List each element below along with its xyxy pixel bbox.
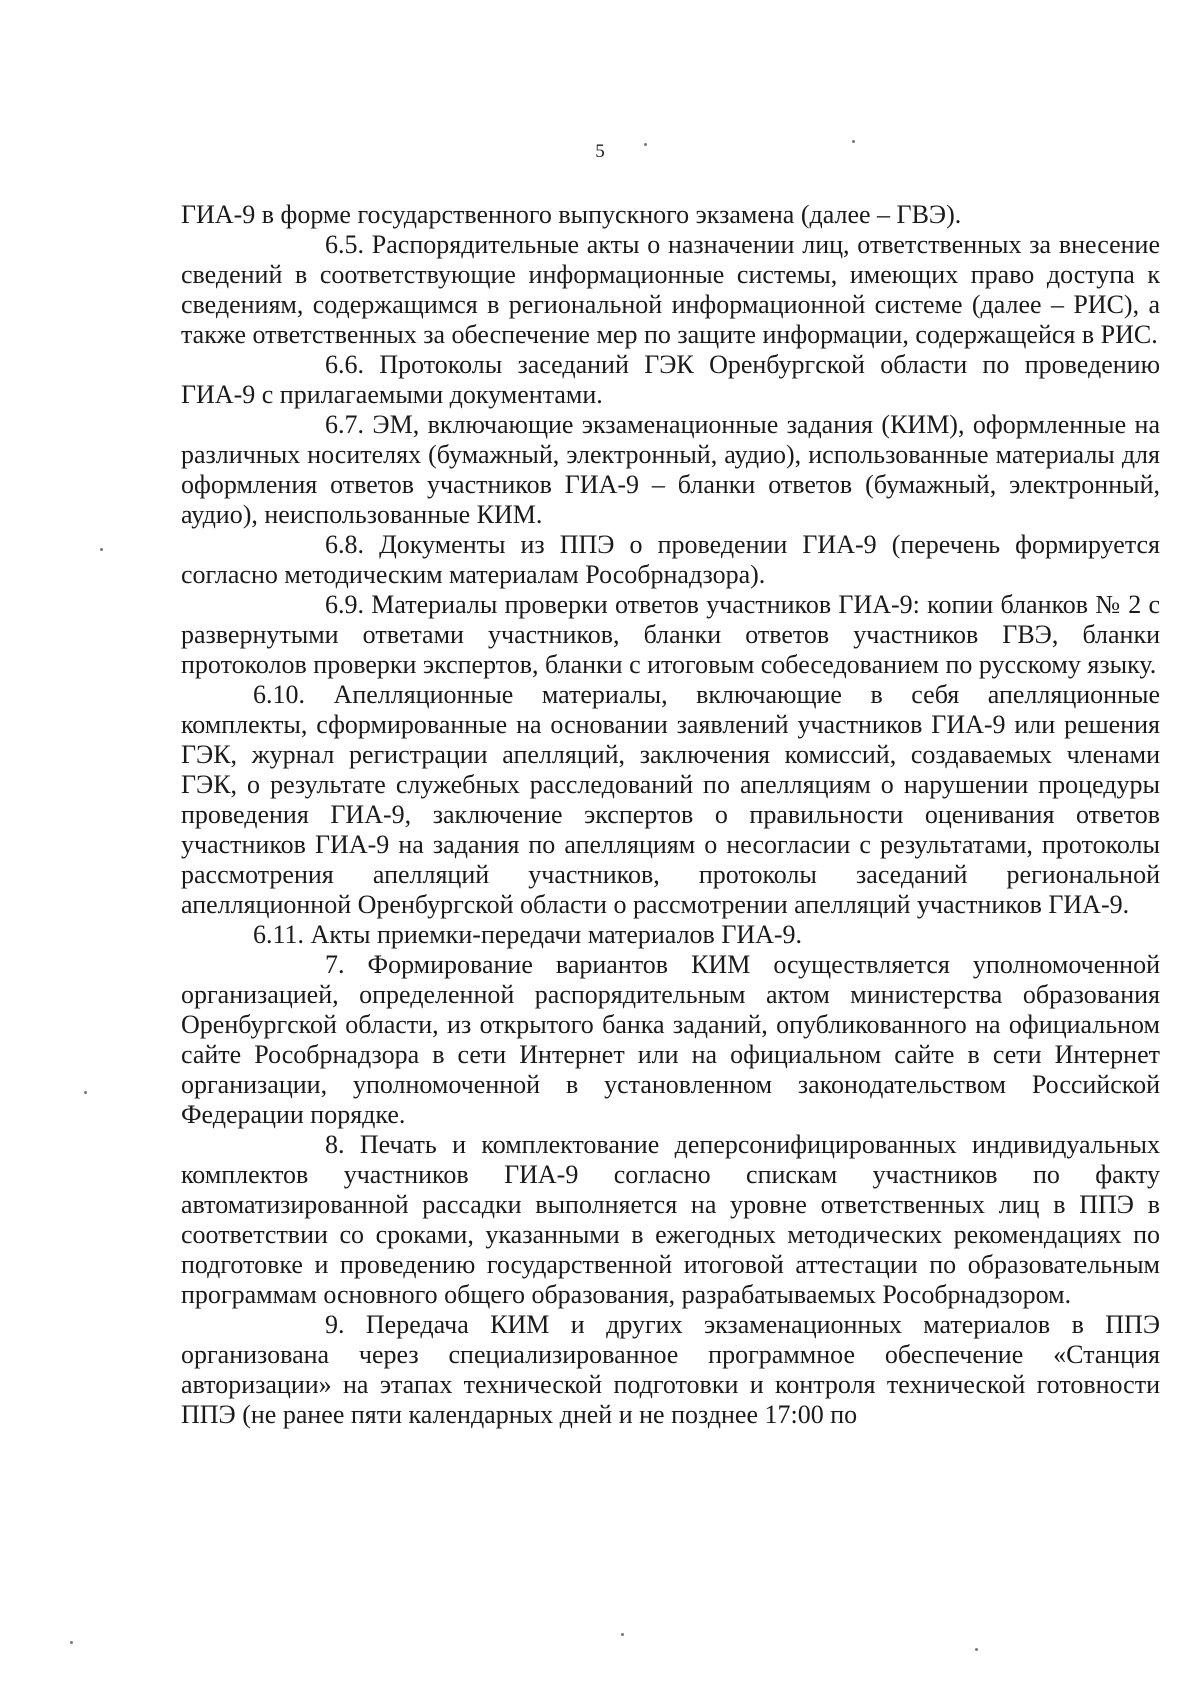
- paragraph-number: 6.11.: [253, 920, 305, 949]
- paragraph-number: 6.5.: [325, 230, 364, 259]
- paragraph-number: 9.: [325, 1310, 345, 1339]
- scan-speck: [621, 1633, 624, 1636]
- paragraph-6-5: [181, 230, 1160, 350]
- paragraph-text: ГИА-9 в форме государственного выпускного экзамена (далее – ГВЭ).: [181, 200, 962, 229]
- paragraph-text: Протоколы заседаний ГЭК Оренбургской области по проведению ГИА-9 с прилагаемыми документами.: [181, 350, 1161, 409]
- paragraph-7: [181, 950, 1160, 1130]
- paragraph-number: 6.10.: [253, 680, 305, 709]
- paragraph-number: 6.8.: [325, 530, 364, 559]
- paragraph-text: Апелляционные материалы, включающие в себя апелляционные комплекты, сформированные на основании заявлений участников ГИА-9 или решения ГЭК, журнал регистрации апелляций, заключения комиссий, создаваемых членами ГЭК, о результате служебных расследований по апелляциям о нарушении процедуры проведения ГИА-9, заключение экспертов о правильности оценивания ответов участников ГИА-9 на задания по апелляциям о несогласии с результатами, протоколы рассмотрения апелляций участников, протоколы заседаний региональной апелляционной Оренбургской области о рассмотрении апелляций участников ГИА-9.: [181, 680, 1160, 919]
- page-number: 5: [595, 141, 605, 162]
- paragraph-text: Документы из ППЭ о проведении ГИА-9 (перечень формируется согласно методическим материалам Рособрнадзора).: [181, 530, 1161, 589]
- paragraph-8: [181, 1130, 1160, 1310]
- paragraph-text: ЭМ, включающие экзаменационные задания (КИМ), оформленные на различных носителях (бумажный, электронный, аудио), использованные материалы для оформления ответов участников ГИА-9 – бланки ответов (бумажный, электронный, аудио), неиспользованные КИМ.: [181, 410, 1161, 529]
- paragraph-number: 6.7.: [325, 410, 364, 439]
- paragraph-text: Материалы проверки ответов участников ГИА-9: копии бланков № 2 с развернутыми ответами участников, бланки ответов участников ГВЭ, бланки протоколов проверки экспертов, бланки с итоговым собеседованием по русскому языку.: [181, 590, 1161, 679]
- paragraph-6-11: [181, 920, 1160, 950]
- paragraph-continuation: [181, 200, 1160, 230]
- paragraph-9: [181, 1310, 1160, 1430]
- scan-speck: [852, 140, 855, 143]
- paragraph-text: Передача КИМ и других экзаменационных материалов в ППЭ организована через специализированное программное обеспечение «Станция авторизации» на этапах технической подготовки и контроля технической готовности ППЭ (не ранее пяти календарных дней и не позднее 17:00 по: [181, 1310, 1160, 1429]
- paragraph-text: Распорядительные акты о назначении лиц, ответственных за внесение сведений в соответствующие информационные системы, имеющих право доступа к сведениям, содержащимся в региональной информационной системе (далее – РИС), а также ответственных за обеспечение мер по защите информации, содержащейся в РИС.: [181, 230, 1161, 349]
- paragraph-number: 7.: [325, 950, 345, 979]
- paragraph-6-8: [181, 530, 1160, 590]
- document-body: [181, 200, 1160, 1430]
- paragraph-text: Печать и комплектование деперсонифицированных индивидуальных комплектов участников ГИА-9 согласно спискам участников по факту автоматизированной рассадки выполняется на уровне ответственных лиц в ППЭ в соответствии со сроками, указанными в ежегодных методических рекомендациях по подготовке и проведению государственной итоговой аттестации по образовательным программам основного общего образования, разрабатываемых Рособрнадзором.: [181, 1130, 1161, 1309]
- scan-speck: [84, 1091, 87, 1094]
- paragraph-6-7: [181, 410, 1160, 530]
- paragraph-text: Формирование вариантов КИМ осуществляется уполномоченной организацией, определенной распорядительным актом министерства образования Оренбургской области, из открытого банка заданий, опубликованного на официальном сайте Рособрнадзора в сети Интернет или на официальном сайте в сети Интернет организации, уполномоченной в установленном законодательством Российской Федерации порядке.: [181, 950, 1161, 1129]
- paragraph-number: 8.: [325, 1130, 345, 1159]
- paragraph-number: 6.9.: [325, 590, 364, 619]
- paragraph-6-10: [181, 680, 1160, 920]
- scan-speck: [975, 1648, 978, 1651]
- paragraph-6-9: [181, 590, 1160, 680]
- paragraph-text: Акты приемки-передачи материалов ГИА-9.: [310, 920, 803, 949]
- scan-speck: [70, 1641, 73, 1644]
- paragraph-6-6: [181, 350, 1160, 410]
- scan-speck: [644, 143, 647, 146]
- scan-speck: [100, 548, 103, 551]
- paragraph-number: 6.6.: [325, 350, 364, 379]
